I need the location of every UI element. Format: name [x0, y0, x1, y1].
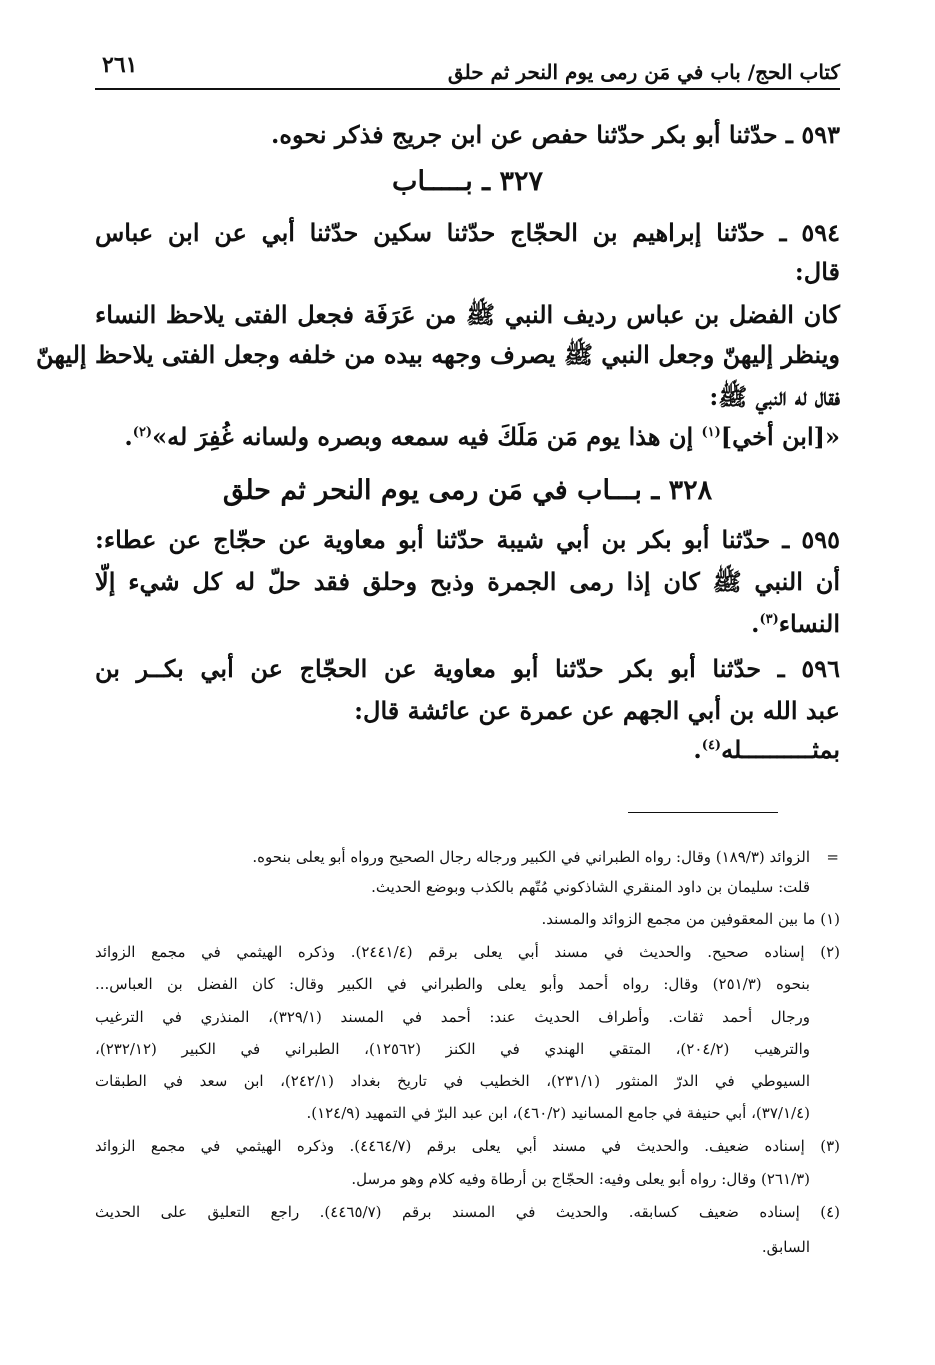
hadith-594-matn-line-1: كان الفضل بن عباس رديف النبي ﷺ من عَرَفَة فجعل الفتى يلاحظ النساء — [95, 300, 840, 329]
hadith-595-line-1: ٥٩٥ ـ حدّثنا أبو بكر بن أبي شيبة حدّثنا أبو معاوية عن حجّاج عن عطاء: — [95, 525, 840, 554]
footnote-1: (١) ما بين المعقوفين من مجمع الزوائد والمسند. — [541, 910, 840, 928]
hadith-593: ٥٩٣ ـ حدّثنا أبو بكر حدّثنا حفص عن ابن جريج فذكر نحوه. — [271, 120, 840, 149]
hadith-596-line-2: عبد الله بن أبي الجهم عن عمرة عن عائشة قال: — [354, 696, 840, 725]
footnote-3-line-2: (٢٦١/٣) وقال: رواه أبو يعلى وفيه: الحجّاج بن أرطاة وفيه كلام وهو مرسل. — [351, 1170, 810, 1188]
quote-part-a: «[ابن أخي] — [720, 422, 840, 451]
quote-part-b: إن هذا يوم مَن مَلَكَ فيه سمعه وبصره ولسانه غُفِرَ له» — [152, 422, 702, 451]
hadith-594-matn-line-2: وينظر إليهنّ وجعل النبي ﷺ يصرف وجهه بيده من خلفه وجعل الفتى يلاحظ إليهنّ — [36, 340, 840, 369]
hadith-595-line-3 — [751, 609, 840, 638]
footnote-ref-2: (٢) — [132, 425, 153, 440]
footnote-continuation-line-2: قلت: سليمان بن داود المنقري الشاذكوني مُتّهم بالكذب وبوضع الحديث. — [371, 878, 810, 896]
footnote-ref-4: (٤) — [701, 738, 722, 753]
footnote-4-line-2: السابق. — [761, 1238, 810, 1256]
footnote-2-line-2: بنحوه (٢٥١/٣) وقال: رواه أحمد وأبو يعلى والطبراني في الكبير وقال: كان الفضل بن العباس... — [95, 975, 810, 993]
footnote-ref-1: (١) — [701, 425, 721, 440]
footnote-separator — [628, 812, 778, 813]
hadith-594-matn-line-3: فقال له النبي ﷺ: — [709, 382, 840, 411]
hadith-595-end: النساء — [778, 609, 840, 638]
hadith-596-end: بمثــــــــــله — [721, 735, 840, 764]
hadith-596-line-1: ٥٩٦ ـ حدّثنا أبو بكر حدّثنا أبو معاوية عن الحجّاج عن أبي بكــر بن — [95, 654, 840, 683]
footnote-2-line-1: (٢) إسناده صحيح. والحديث في مسند أبي يعلى برقم (٢٤٤١/٤). وذكره الهيثمي في مجمع الزوائد — [95, 943, 840, 961]
hadith-594-line-2: قال: — [794, 257, 840, 286]
footnote-2-line-6: (٣٧/١/٤)، أبي حنيفة في جامع المسانيد (٤٦٠/٢)، ابن عبد البرّ في التمهيد (١٢٤/٩). — [306, 1104, 810, 1122]
hadith-594-quote — [124, 422, 840, 451]
footnote-continuation-line-1: الزوائد (١٨٩/٣) وقال: رواه الطبراني في الكبير ورجاله رجال الصحيح ورواه أبو يعلى بنحوه. — [252, 848, 810, 866]
hadith-596-line-3 — [693, 735, 840, 764]
chapter-heading-327: ٣٢٧ ـ بـــــاب — [392, 166, 543, 197]
page-number: ٢٦١ — [102, 52, 138, 78]
header-rule — [95, 88, 840, 90]
footnote-2-line-5: السيوطي في الدرّ المنثور (٢٣١/١)، الخطيب في تاريخ بغداد (٢٤٢/١)، ابن سعد في الطبقات — [95, 1072, 810, 1090]
quote-part-c: . — [124, 422, 133, 451]
footnote-2-line-3: ورجال أحمد ثقات. وأطراف الحديث عند: أحمد في المسند (٣٢٩/١)، المنذري في الترغيب — [95, 1008, 810, 1026]
hadith-595-period: . — [751, 609, 760, 638]
footnote-2-line-4: والترهيب (٢٠٤/٢)، المتقي الهندي في الكنز (١٢٥٦٢)، الطبراني في الكبير (٢٣٢/١٢)، — [95, 1040, 810, 1058]
hadith-594-line-1: ٥٩٤ ـ حدّثنا إبراهيم بن الحجّاج حدّثنا سكين حدّثنا أبي عن ابن عباس — [95, 218, 840, 247]
footnote-3-line-1: (٣) إسناده ضعيف. والحديث في مسند أبي يعلى برقم (٤٤٦٤/٧). وذكره الهيثمي في مجمع الزوائد — [95, 1137, 840, 1155]
footnote-continuation-marker: = — [826, 848, 839, 866]
hadith-595-line-2: أن النبي ﷺ كان إذا رمى الجمرة وذبح وحلق فقد حلّ له كل شيء إلّا — [95, 567, 840, 596]
chapter-heading-328: ٣٢٨ ـ بـــاب في مَن رمى يوم النحر ثم حلق — [222, 475, 713, 506]
running-header-title: كتاب الحج/ باب في مَن رمى يوم النحر ثم حلق — [447, 60, 840, 84]
footnote-ref-3: (٣) — [759, 612, 779, 627]
hadith-596-period: . — [693, 735, 702, 764]
footnote-4-line-1: (٤) إسناده ضعيف كسابقه. والحديث في المسند برقم (٤٤٦٥/٧). راجع التعليق على الحديث — [95, 1203, 840, 1221]
